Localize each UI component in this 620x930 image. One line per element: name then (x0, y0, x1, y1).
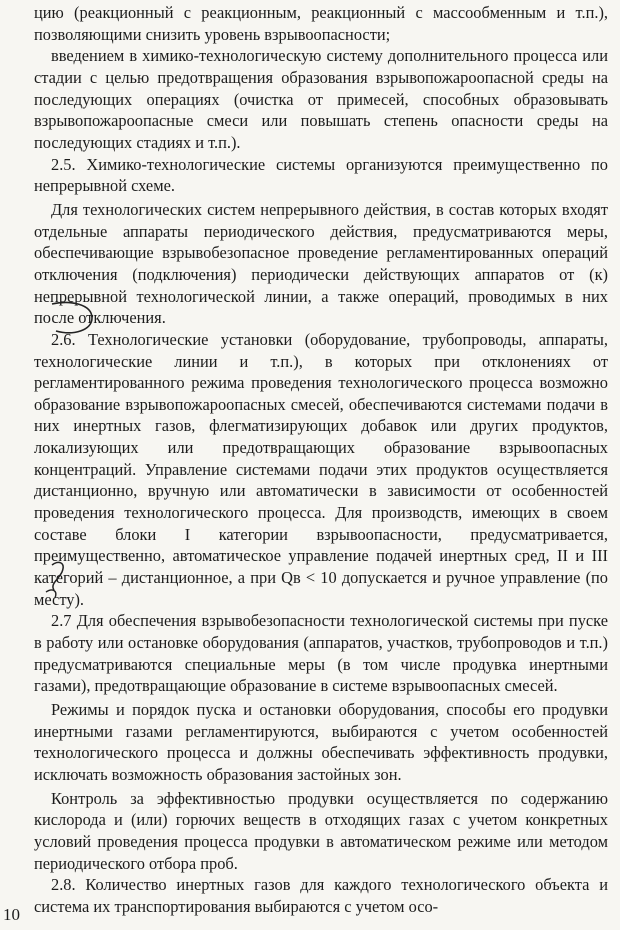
body-text (34, 2, 608, 918)
paragraph-7: Режимы и порядок пуска и остановки оборудования, способы его продувки инертными газами регламентируются, выбираются с учетом особенностей технологического процесса и должны обеспечивать эффективность продувки, исключать возможность образования застойных зон. (34, 700, 608, 784)
paragraph-3: 2.5. Химико-технологические системы организуются преимущественно по непрерывной схеме. (34, 154, 608, 196)
paragraph-1: цию (реакционный с реакционным, реакционный с массообменным и т.п.), позволяющими снизить уровень взрывоопасности; (34, 3, 608, 44)
paragraph-6: 2.7 Для обеспечения взрывобезопасности технологической системы при пуске в работу или остановке оборудования (аппаратов, участков, трубопроводов и т.п.) предусматриваются специальные меры (в том числе продувка инертными газами), предотвращающие образование в системе взрывоопасных смесей. (34, 611, 608, 696)
paragraph-4: Для технологических систем непрерывного действия, в состав которых входят отдельные аппараты периодического действия, предусматриваются меры, обеспечивающие взрывобезопасное проведение регламентированных операций отключения (подключения) периодически действующих аппаратов от (к) непрерывной технологической линии, а также операций, проводимых в них после отключения. (34, 199, 608, 328)
paragraph-5: 2.6. Технологические установки (оборудование, трубопроводы, аппараты, технологические линии и т.п.), в которых при отклонениях от регламентированного режима проведения технологического процесса возможно образование взрывопожароопасных смесей, обеспечиваются системами подачи в них инертных газов, флегматизирующих добавок или других продуктов, локализующих или предотвращающих образование взрывоопасных концентраций. Управление системами подачи этих продуктов осуществляется дистанционно, вручную или автоматически в зависимости от особенностей проведения технологического процесса. Для производств, имеющих в своем составе блоки I категории взрывоопасности, предусматривается, преимущественно, автоматическое управление подачей инертных сред, II и III категорий – дистанционное, а при Qв < 10 допускается и ручное управление (по месту). (34, 329, 608, 609)
page-number: 10 (3, 905, 20, 924)
paragraph-9: 2.8. Количество инертных газов для каждого технологического объекта и система их транспортирования выбираются с учетом осо- (34, 875, 608, 916)
paragraph-2: введением в химико-технологическую систему дополнительного процесса или стадии с целью предотвращения образования взрывопожароопасной среды на последующих операциях (очистка от примесей, способных образовывать взрывопожароопасные смеси или повышать степень опасности среды на последующих стадиях и т.п.). (34, 46, 608, 152)
paragraph-8: Контроль за эффективностью продувки осуществляется по содержанию кислорода и (или) горючих веществ в отходящих газах с учетом конкретных условий проведения процесса продувки в автоматическом режиме или методом периодического отбора проб. (34, 788, 608, 873)
